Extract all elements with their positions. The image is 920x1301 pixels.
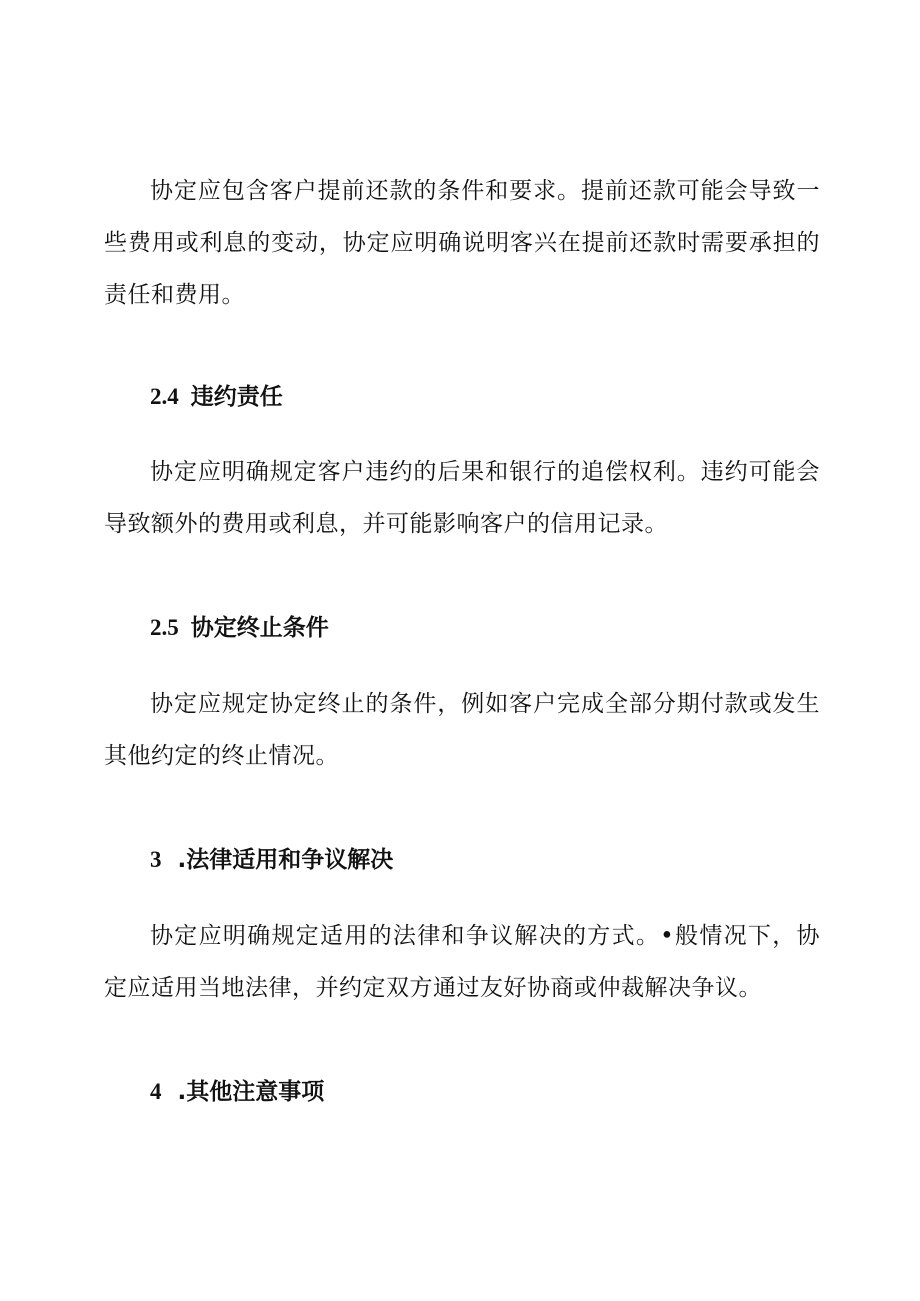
section-title: 违约责任 [190,384,283,410]
paragraph-termination: 协定应规定协定终止的条件，例如客户完成全部分期付款或发生其他约定的终止情况。 [104,691,820,769]
section-number: 4 [150,1079,162,1104]
section-title: .法律适用和争议解决 [177,847,394,873]
section-heading-2-5 [150,613,329,643]
section-title: .其他注意事项 [177,1079,325,1105]
paragraph-default-liability: 协定应明确规定客户违约的后果和银行的追偿权利。违约可能会导致额外的费用或利息，并可能影响客户的信用记录。 [104,459,820,537]
section-heading-2-4 [150,382,283,412]
section-title: 协定终止条件 [190,615,329,641]
paragraph-law-dispute: 协定应明确规定适用的法律和争议解决的方式。•般情况下，协定应适用当地法律，并约定双方通过友好协商或仲裁解决争议。 [104,923,820,1001]
section-number: 3 [150,847,162,872]
section-heading-4 [150,1077,324,1107]
paragraph-prepayment: 协定应包含客户提前还款的条件和要求。提前还款可能会导致一些费用或利息的变动，协定应明确说明客兴在提前还款时需要承担的责任和费用。 [104,178,820,308]
section-heading-3 [150,845,393,875]
section-number: 2.4 [150,384,179,409]
section-number: 2.5 [150,615,179,640]
